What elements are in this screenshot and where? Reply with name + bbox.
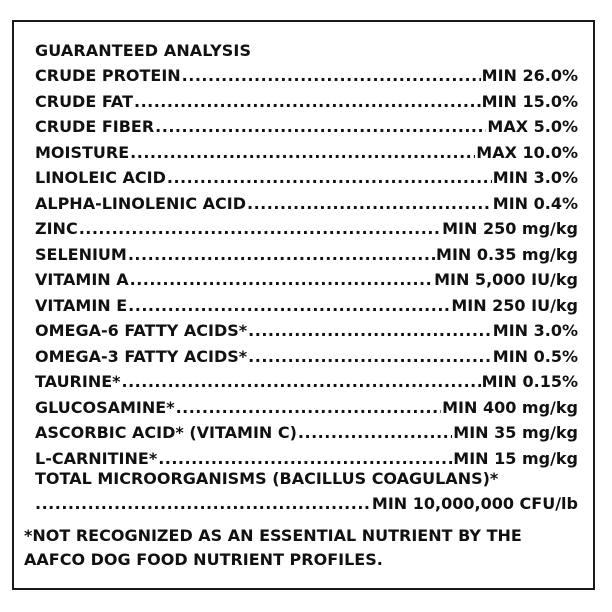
leader-dots bbox=[130, 143, 475, 162]
nutrient-label: GLUCOSAMINE* bbox=[35, 397, 175, 417]
leader-dots bbox=[130, 270, 433, 289]
nutrient-value: MIN 0.4% bbox=[492, 193, 578, 213]
nutrient-label: VITAMIN E bbox=[35, 295, 128, 315]
nutrient-value: MAX 10.0% bbox=[476, 142, 578, 162]
leader-dots bbox=[248, 321, 492, 340]
nutrient-value: MIN 400 mg/kg bbox=[442, 397, 578, 417]
leader-dots bbox=[79, 219, 441, 238]
analysis-row bbox=[35, 194, 578, 220]
nutrient-value: MIN 35 mg/kg bbox=[453, 423, 578, 442]
nutrient-label: VITAMIN A bbox=[35, 270, 129, 289]
analysis-row bbox=[35, 219, 578, 245]
nutrient-label: SELENIUM bbox=[35, 244, 127, 264]
analysis-row bbox=[35, 423, 578, 449]
nutrient-value: MIN 0.15% bbox=[481, 372, 578, 391]
nutrient-value: MIN 15 mg/kg bbox=[453, 448, 578, 468]
analysis-rows bbox=[35, 66, 578, 474]
leader-dots bbox=[167, 168, 492, 187]
analysis-row bbox=[35, 296, 578, 322]
nutrient-label: LINOLEIC ACID bbox=[35, 168, 166, 187]
nutrient-value: MAX 5.0% bbox=[487, 117, 578, 136]
analysis-row bbox=[35, 117, 578, 143]
microorganisms-label: TOTAL MICROORGANISMS (BACILLUS COAGULANS)* bbox=[35, 469, 499, 488]
nutrient-label: TAURINE* bbox=[35, 372, 121, 391]
analysis-row bbox=[35, 321, 578, 347]
analysis-row bbox=[35, 168, 578, 194]
nutrient-label: CRUDE FAT bbox=[35, 91, 133, 111]
panel-title: GUARANTEED ANALYSIS bbox=[35, 41, 252, 60]
nutrient-label: ZINC bbox=[35, 219, 78, 238]
leader-dots bbox=[122, 372, 481, 391]
analysis-row bbox=[35, 270, 578, 296]
nutrient-label: L-CARNITINE* bbox=[35, 448, 158, 468]
nutrient-label: OMEGA-6 FATTY ACIDS* bbox=[35, 321, 248, 340]
nutrient-value: MIN 250 mg/kg bbox=[442, 219, 578, 238]
nutrient-value: MIN 26.0% bbox=[481, 66, 578, 85]
nutrient-value: MIN 5,000 IU/kg bbox=[434, 270, 578, 289]
nutrient-label: CRUDE FIBER bbox=[35, 117, 155, 136]
analysis-row bbox=[35, 372, 578, 398]
nutrient-value: MIN 3.0% bbox=[492, 321, 578, 340]
leader-dots bbox=[134, 92, 481, 111]
footnote: *NOT RECOGNIZED AS AN ESSENTIAL NUTRIENT BY THE AAFCO DOG FOOD NUTRIENT PROFILES. bbox=[24, 526, 522, 569]
microorganisms-row bbox=[35, 494, 578, 513]
microorganisms-value: MIN 10,000,000 CFU/lb bbox=[371, 494, 578, 513]
nutrient-value: MIN 250 IU/kg bbox=[451, 295, 578, 315]
leader-dots bbox=[128, 245, 435, 264]
nutrient-label: OMEGA-3 FATTY ACIDS* bbox=[35, 346, 248, 366]
analysis-row bbox=[35, 66, 578, 92]
nutrient-label: MOISTURE bbox=[35, 142, 130, 162]
leader-dots bbox=[128, 296, 450, 315]
leader-dots bbox=[248, 347, 492, 366]
leader-dots bbox=[155, 117, 486, 136]
leader-dots bbox=[182, 66, 481, 85]
nutrient-value: MIN 3.0% bbox=[492, 168, 578, 187]
analysis-row bbox=[35, 245, 578, 271]
nutrient-label: ALPHA-LINOLENIC ACID bbox=[35, 193, 246, 213]
analysis-row bbox=[35, 347, 578, 373]
analysis-row bbox=[35, 92, 578, 118]
leader-dots bbox=[35, 494, 369, 513]
nutrient-value: MIN 0.5% bbox=[492, 346, 578, 366]
leader-dots bbox=[158, 449, 452, 468]
analysis-row bbox=[35, 398, 578, 424]
nutrient-value: MIN 0.35 mg/kg bbox=[436, 244, 578, 264]
nutrient-label: CRUDE PROTEIN bbox=[35, 66, 181, 85]
leader-dots bbox=[298, 423, 452, 442]
leader-dots bbox=[176, 398, 442, 417]
leader-dots bbox=[247, 194, 492, 213]
analysis-row bbox=[35, 143, 578, 169]
nutrient-value: MIN 15.0% bbox=[481, 91, 578, 111]
nutrient-label: ASCORBIC ACID* (VITAMIN C) bbox=[35, 423, 297, 442]
